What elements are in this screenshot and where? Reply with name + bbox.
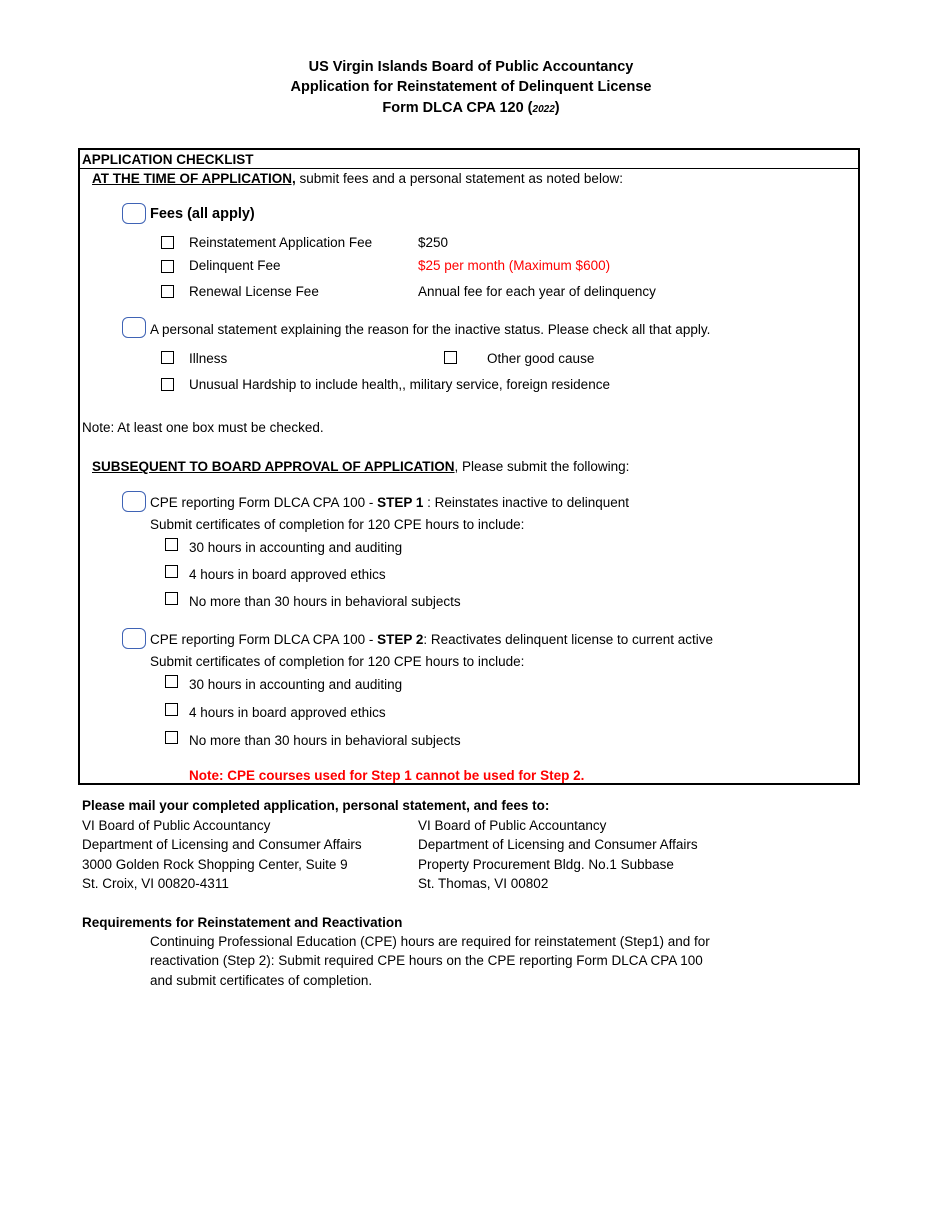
form-subtitle: Application for Reinstatement of Delinquent License [290,79,652,95]
illness-label: Illness [189,351,228,366]
step1-submit-text: Submit certificates of completion for 120 CPE hours to include: [150,517,525,532]
step1-text [150,494,629,511]
subsequent-label: SUBSEQUENT TO BOARD APPROVAL OF APPLICATION [92,459,455,474]
form-number [0,98,942,120]
renewal-fee-amount: Annual fee for each year of delinquency [418,284,656,299]
step1-ethics-label: 4 hours in board approved ethics [189,567,386,582]
delinquent-fee-amount: $25 per month (Maximum $600) [418,258,611,273]
reinstatement-fee-amount: $250 [418,235,449,250]
delinquent-fee-label: Delinquent Fee [189,258,281,273]
other-cause-checkbox[interactable] [444,351,457,364]
checklist-title: APPLICATION CHECKLIST [82,152,254,167]
step1-label: STEP 1 [377,495,424,510]
stthomas-line-1: VI Board of Public Accountancy [418,818,607,833]
checklist-header-divider [80,168,858,169]
other-cause-label: Other good cause [487,351,595,366]
subsequent-instruction [92,458,629,475]
illness-checkbox[interactable] [161,351,174,364]
step2-prefix: CPE reporting Form DLCA CPA 100 - [150,632,378,647]
stthomas-line-2: Department of Licensing and Consumer Affairs [418,837,698,852]
form-year: 2022 [532,104,555,115]
step2-submit-text: Submit certificates of completion for 120 CPE hours to include: [150,654,525,669]
form-number-prefix: Form DLCA CPA 120 ( [382,100,533,116]
step1-accounting-label: 30 hours in accounting and auditing [189,540,403,555]
form-title: US Virgin Islands Board of Public Accountancy [308,59,634,75]
statement-text: A personal statement explaining the reason for the inactive status. Please check all that apply. [150,322,711,337]
at-time-instruction [92,170,623,187]
statement-checkbox[interactable] [122,317,146,338]
requirements-line-3: and submit certificates of completion. [150,973,373,988]
step2-behavioral-label: No more than 30 hours in behavioral subjects [189,733,461,748]
step1-ethics-checkbox[interactable] [165,565,178,578]
step2-ethics-label: 4 hours in board approved ethics [189,705,386,720]
renewal-fee-checkbox[interactable] [161,285,174,298]
step2-checkbox[interactable] [122,628,146,649]
hardship-label: Unusual Hardship to include health,, military service, foreign residence [189,377,610,392]
check-note: Note: At least one box must be checked. [82,420,324,435]
step2-ethics-checkbox[interactable] [165,703,178,716]
requirements-line-1: Continuing Professional Education (CPE) hours are required for reinstatement (Step1) and for [150,934,710,949]
step1-prefix: CPE reporting Form DLCA CPA 100 - [150,495,378,510]
step2-accounting-checkbox[interactable] [165,675,178,688]
form-number-suffix: ) [554,100,560,116]
step2-text [150,631,713,648]
step2-label: STEP 2 [377,632,424,647]
mail-title: Please mail your completed application, personal statement, and fees to: [82,798,550,813]
stthomas-line-4: St. Thomas, VI 00802 [418,876,549,891]
requirements-title: Requirements for Reinstatement and Reactivation [82,915,403,930]
step2-accounting-label: 30 hours in accounting and auditing [189,677,403,692]
hardship-checkbox[interactable] [161,378,174,391]
step1-behavioral-label: No more than 30 hours in behavioral subjects [189,594,461,609]
step2-suffix: : Reactivates delinquent license to current active [423,632,714,647]
stcroix-line-1: VI Board of Public Accountancy [82,818,271,833]
reinstatement-fee-label: Reinstatement Application Fee [189,235,373,250]
step1-accounting-checkbox[interactable] [165,538,178,551]
requirements-line-2: reactivation (Step 2): Submit required CPE hours on the CPE reporting Form DLCA CPA 100 [150,953,703,968]
step1-suffix: : Reinstates inactive to delinquent [423,495,629,510]
stthomas-line-3: Property Procurement Bldg. No.1 Subbase [418,857,674,872]
stcroix-line-3: 3000 Golden Rock Shopping Center, Suite 9 [82,857,348,872]
fees-checkbox[interactable] [122,203,146,224]
delinquent-fee-checkbox[interactable] [161,260,174,273]
fees-title: Fees (all apply) [150,206,255,222]
at-time-text: submit fees and a personal statement as noted below: [295,171,623,186]
at-time-label: AT THE TIME OF APPLICATION, [92,171,296,186]
step2-behavioral-checkbox[interactable] [165,731,178,744]
subsequent-text: , Please submit the following: [454,459,630,474]
stcroix-line-4: St. Croix, VI 00820-4311 [82,876,229,891]
stcroix-line-2: Department of Licensing and Consumer Affairs [82,837,362,852]
renewal-fee-label: Renewal License Fee [189,284,319,299]
step1-checkbox[interactable] [122,491,146,512]
reinstatement-fee-checkbox[interactable] [161,236,174,249]
step1-behavioral-checkbox[interactable] [165,592,178,605]
step-note: Note: CPE courses used for Step 1 cannot be used for Step 2. [189,768,585,783]
